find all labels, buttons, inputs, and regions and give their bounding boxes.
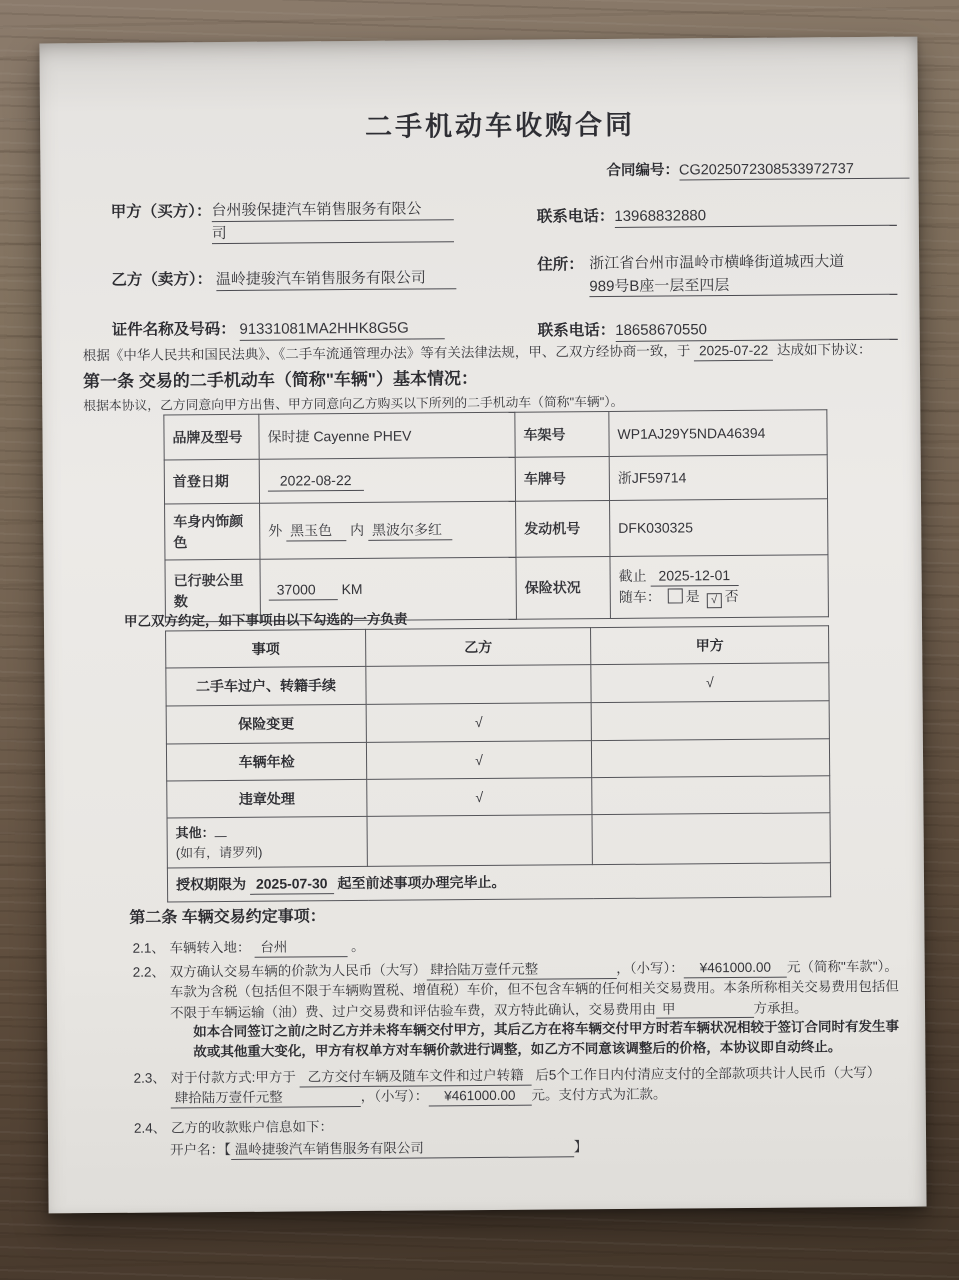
account-name-value: 温岭捷骏汽车销售服务有限公司 xyxy=(231,1139,574,1160)
checkbox-yes-label: 是 xyxy=(685,588,700,605)
insurance-until-label: 截止 xyxy=(618,567,647,584)
clause-2-1-end: 。 xyxy=(350,938,365,955)
party-a-phone-value: 13968832880 xyxy=(614,206,896,228)
duty-check-b xyxy=(366,665,591,705)
clause-2-2-number: 2.2、 xyxy=(132,964,166,980)
account-name-close: 】 xyxy=(573,1139,588,1155)
auth-date: 2025-07-30 xyxy=(250,875,334,894)
party-a-phone-row xyxy=(537,203,897,229)
payment-price-words: 肆拾陆万壹仟元整 xyxy=(171,1089,361,1108)
account-name-row xyxy=(170,1137,587,1161)
color-label: 车身内饰颜色 xyxy=(165,503,260,560)
engine-value: DFK030325 xyxy=(610,499,828,557)
color-in-label: 内 xyxy=(349,521,365,539)
mileage-value: 37000 xyxy=(269,581,338,600)
table-row xyxy=(164,455,827,504)
checkbox-no-checked: √ xyxy=(707,593,722,608)
preamble-text-1: 根据《中华人民共和国民法典》、《二手车流通管理办法》等有关法律法规，甲、乙双方经协商一致，于 xyxy=(82,343,691,364)
transfer-destination: 台州 xyxy=(254,939,347,958)
payment-condition: 乙方交付车辆及随车文件和过户转籍 xyxy=(300,1068,532,1088)
table-row xyxy=(166,663,829,706)
mileage-unit: KM xyxy=(341,580,363,598)
insurance-label: 保险状况 xyxy=(516,557,610,620)
cert-row xyxy=(112,316,445,342)
duty-item: 保险变更 xyxy=(166,704,366,744)
insurance-with-label: 随车： xyxy=(618,588,661,605)
clause-2-2 xyxy=(133,957,909,1024)
section1-intro: 根据本协议，乙方同意向甲方出售、甲方同意向乙方购买以下所列的二手机动车（简称"车辆"）。 xyxy=(83,393,624,414)
party-a-name-line2: 司 xyxy=(212,223,454,245)
checkbox-yes-unchecked xyxy=(668,588,683,603)
clause-2-3-text-3: ，（小写）： xyxy=(360,1088,429,1105)
duty-check-a xyxy=(591,739,829,778)
fee-bearer: 甲 xyxy=(656,1000,754,1019)
contract-number-row xyxy=(606,159,909,183)
clause-2-4-text: 乙方的收款账户信息如下： xyxy=(170,1119,333,1136)
duty-check-b: √ xyxy=(366,741,591,780)
duty-check-b: √ xyxy=(366,703,591,743)
plate-value: 浙JF59714 xyxy=(609,455,827,501)
brand-label: 品牌及型号 xyxy=(164,414,259,460)
clause-2-1 xyxy=(132,933,892,959)
table-footer-row xyxy=(167,863,830,902)
color-out-label: 外 xyxy=(268,522,283,539)
party-a-phone-label: 联系电话： xyxy=(536,207,615,226)
brand-value: 保时捷 Cayenne PHEV xyxy=(259,412,515,459)
table-header-row xyxy=(166,626,829,668)
party-a-row xyxy=(111,198,501,246)
clause-2-4-number: 2.4、 xyxy=(133,1120,167,1136)
table-row xyxy=(166,701,829,744)
account-name-label: 开户名：【 xyxy=(170,1141,231,1158)
engine-label: 发动机号 xyxy=(516,501,610,558)
duty-other-label: 其他： xyxy=(175,825,215,841)
clause-2-3-text-1: 对于付款方式:甲方于 xyxy=(170,1069,296,1086)
price-in-words: 肆拾陆万壹仟元整 xyxy=(426,961,616,980)
first-reg-label: 首登日期 xyxy=(164,459,259,504)
table-row xyxy=(165,499,828,560)
duty-item: 二手车过户、转籍手续 xyxy=(166,666,366,706)
color-in-value: 黑波尔多红 xyxy=(368,521,452,540)
clause-2-4 xyxy=(134,1113,894,1139)
checkbox-no-label: 否 xyxy=(724,587,739,605)
duty-check-a: √ xyxy=(591,663,829,703)
section2-heading: 第二条 车辆交易约定事项： xyxy=(129,908,326,927)
table-row xyxy=(164,410,827,460)
party-b-name: 温岭捷骏汽车销售服务有限公司 xyxy=(216,269,456,291)
duty-col-item: 事项 xyxy=(166,629,366,668)
party-b-address-row xyxy=(537,251,909,299)
party-b-row xyxy=(111,266,456,292)
payment-price-figures: ¥461000.00 xyxy=(428,1088,531,1107)
cert-label: 证件名称及号码： xyxy=(111,320,236,339)
clause-2-2-text-4: 方承担。 xyxy=(753,999,808,1016)
party-b-phone-value: 18658670550 xyxy=(615,320,897,342)
party-b-phone-label: 联系电话： xyxy=(537,321,616,340)
clause-2-2-text-2: ，（小写）： xyxy=(616,960,684,976)
duty-other-blank xyxy=(215,836,227,837)
duty-note: 甲乙双方约定，如下事项由以下勾选的一方负责 xyxy=(123,611,408,629)
contract-number-value: CG2025072308533972737 xyxy=(679,160,909,181)
clause-2-2-text-3: 元（简称"车款"）。车款为含税（包括但不限于车辆购置税、增值税）车价，但不包含车辆的任何相关交易费用。本条所称相关交易费用包括但不限于车辆运输（油）费、过户交易费和评估验车费，双方特此确认，交易费用由 xyxy=(169,958,899,1020)
section1-heading: 第一条 交易的二手机动车（简称"车辆"）基本情况： xyxy=(83,369,478,392)
table-row xyxy=(166,739,829,781)
vin-label: 车架号 xyxy=(515,412,609,458)
party-a-label: 甲方（买方）： xyxy=(110,203,212,221)
address-line1: 浙江省台州市温岭市横峰街道城西大道 xyxy=(589,253,845,273)
agreement-date: 2025-07-22 xyxy=(694,343,773,361)
contract-number-label: 合同编号： xyxy=(606,162,679,180)
duty-other-note: (如有，请罗列) xyxy=(175,844,263,860)
duty-table xyxy=(165,625,831,902)
price-in-figures: ¥461000.00 xyxy=(684,960,787,979)
vin-value: WP1AJ29Y5NDA46394 xyxy=(609,410,827,457)
table-row xyxy=(167,776,830,818)
preamble-text-2: 达成如下协议： xyxy=(776,341,872,358)
clause-2-1-number: 2.1、 xyxy=(132,940,165,956)
vehicle-info-table xyxy=(163,409,829,622)
clause-2-2-text-1: 双方确认交易车辆的价款为人民币（大写） xyxy=(169,962,427,980)
party-b-phone-row xyxy=(538,317,898,343)
duty-item: 车辆年检 xyxy=(166,742,366,781)
cert-number: 91331081MA2HHK8G5G xyxy=(239,319,444,340)
plate-label: 车牌号 xyxy=(515,457,609,502)
duty-col-party-a: 甲方 xyxy=(591,626,829,665)
clause-2-3 xyxy=(133,1063,909,1110)
duty-check-b: √ xyxy=(367,778,592,817)
table-row xyxy=(167,813,830,868)
contract-document xyxy=(39,37,926,1214)
party-b-label: 乙方（卖方）： xyxy=(111,271,213,289)
duty-check-a xyxy=(591,701,829,741)
insurance-until-date: 2025-12-01 xyxy=(650,567,738,586)
color-out-value: 黑玉色 xyxy=(286,522,346,541)
auth-suffix: 起至前述事项办理完毕止。 xyxy=(337,873,506,892)
clause-2-2-bold-note: 如本合同签订之前/之时乙方并未将车辆交付甲方，其后乙方在将车辆交付甲方时若车辆状况相较于签订合同时有发生事故或其他重大变化，甲方有权单方对车辆价款进行调整，如乙方不同意该调整后的价格，本协议即自动终止。 xyxy=(193,1018,899,1060)
first-reg-value: 2022-08-22 xyxy=(268,472,364,491)
mileage-label: 已行驶公里数 xyxy=(165,559,260,622)
auth-prefix: 授权期限为 xyxy=(175,875,247,893)
duty-col-party-b: 乙方 xyxy=(366,628,591,667)
clause-2-3-text-4: 元。支付方式为汇款。 xyxy=(531,1086,667,1103)
document-title: 二手机动车收购合同 xyxy=(364,109,636,142)
clause-2-3-number: 2.3、 xyxy=(133,1070,166,1086)
preamble xyxy=(83,340,905,367)
clause-2-1-label: 车辆转入地： xyxy=(169,939,251,956)
address-label: 住所： xyxy=(537,256,584,274)
duty-check-a xyxy=(592,776,830,815)
party-a-name-line1: 台州骏保捷汽车销售服务有限公 xyxy=(211,200,453,222)
duty-item: 违章处理 xyxy=(167,779,367,818)
clause-2-3-text-2: 后5个工作日内付清应支付的全部款项共计人民币（大写） xyxy=(535,1064,881,1083)
address-line2: 989号B座一层至四层 xyxy=(589,275,897,297)
